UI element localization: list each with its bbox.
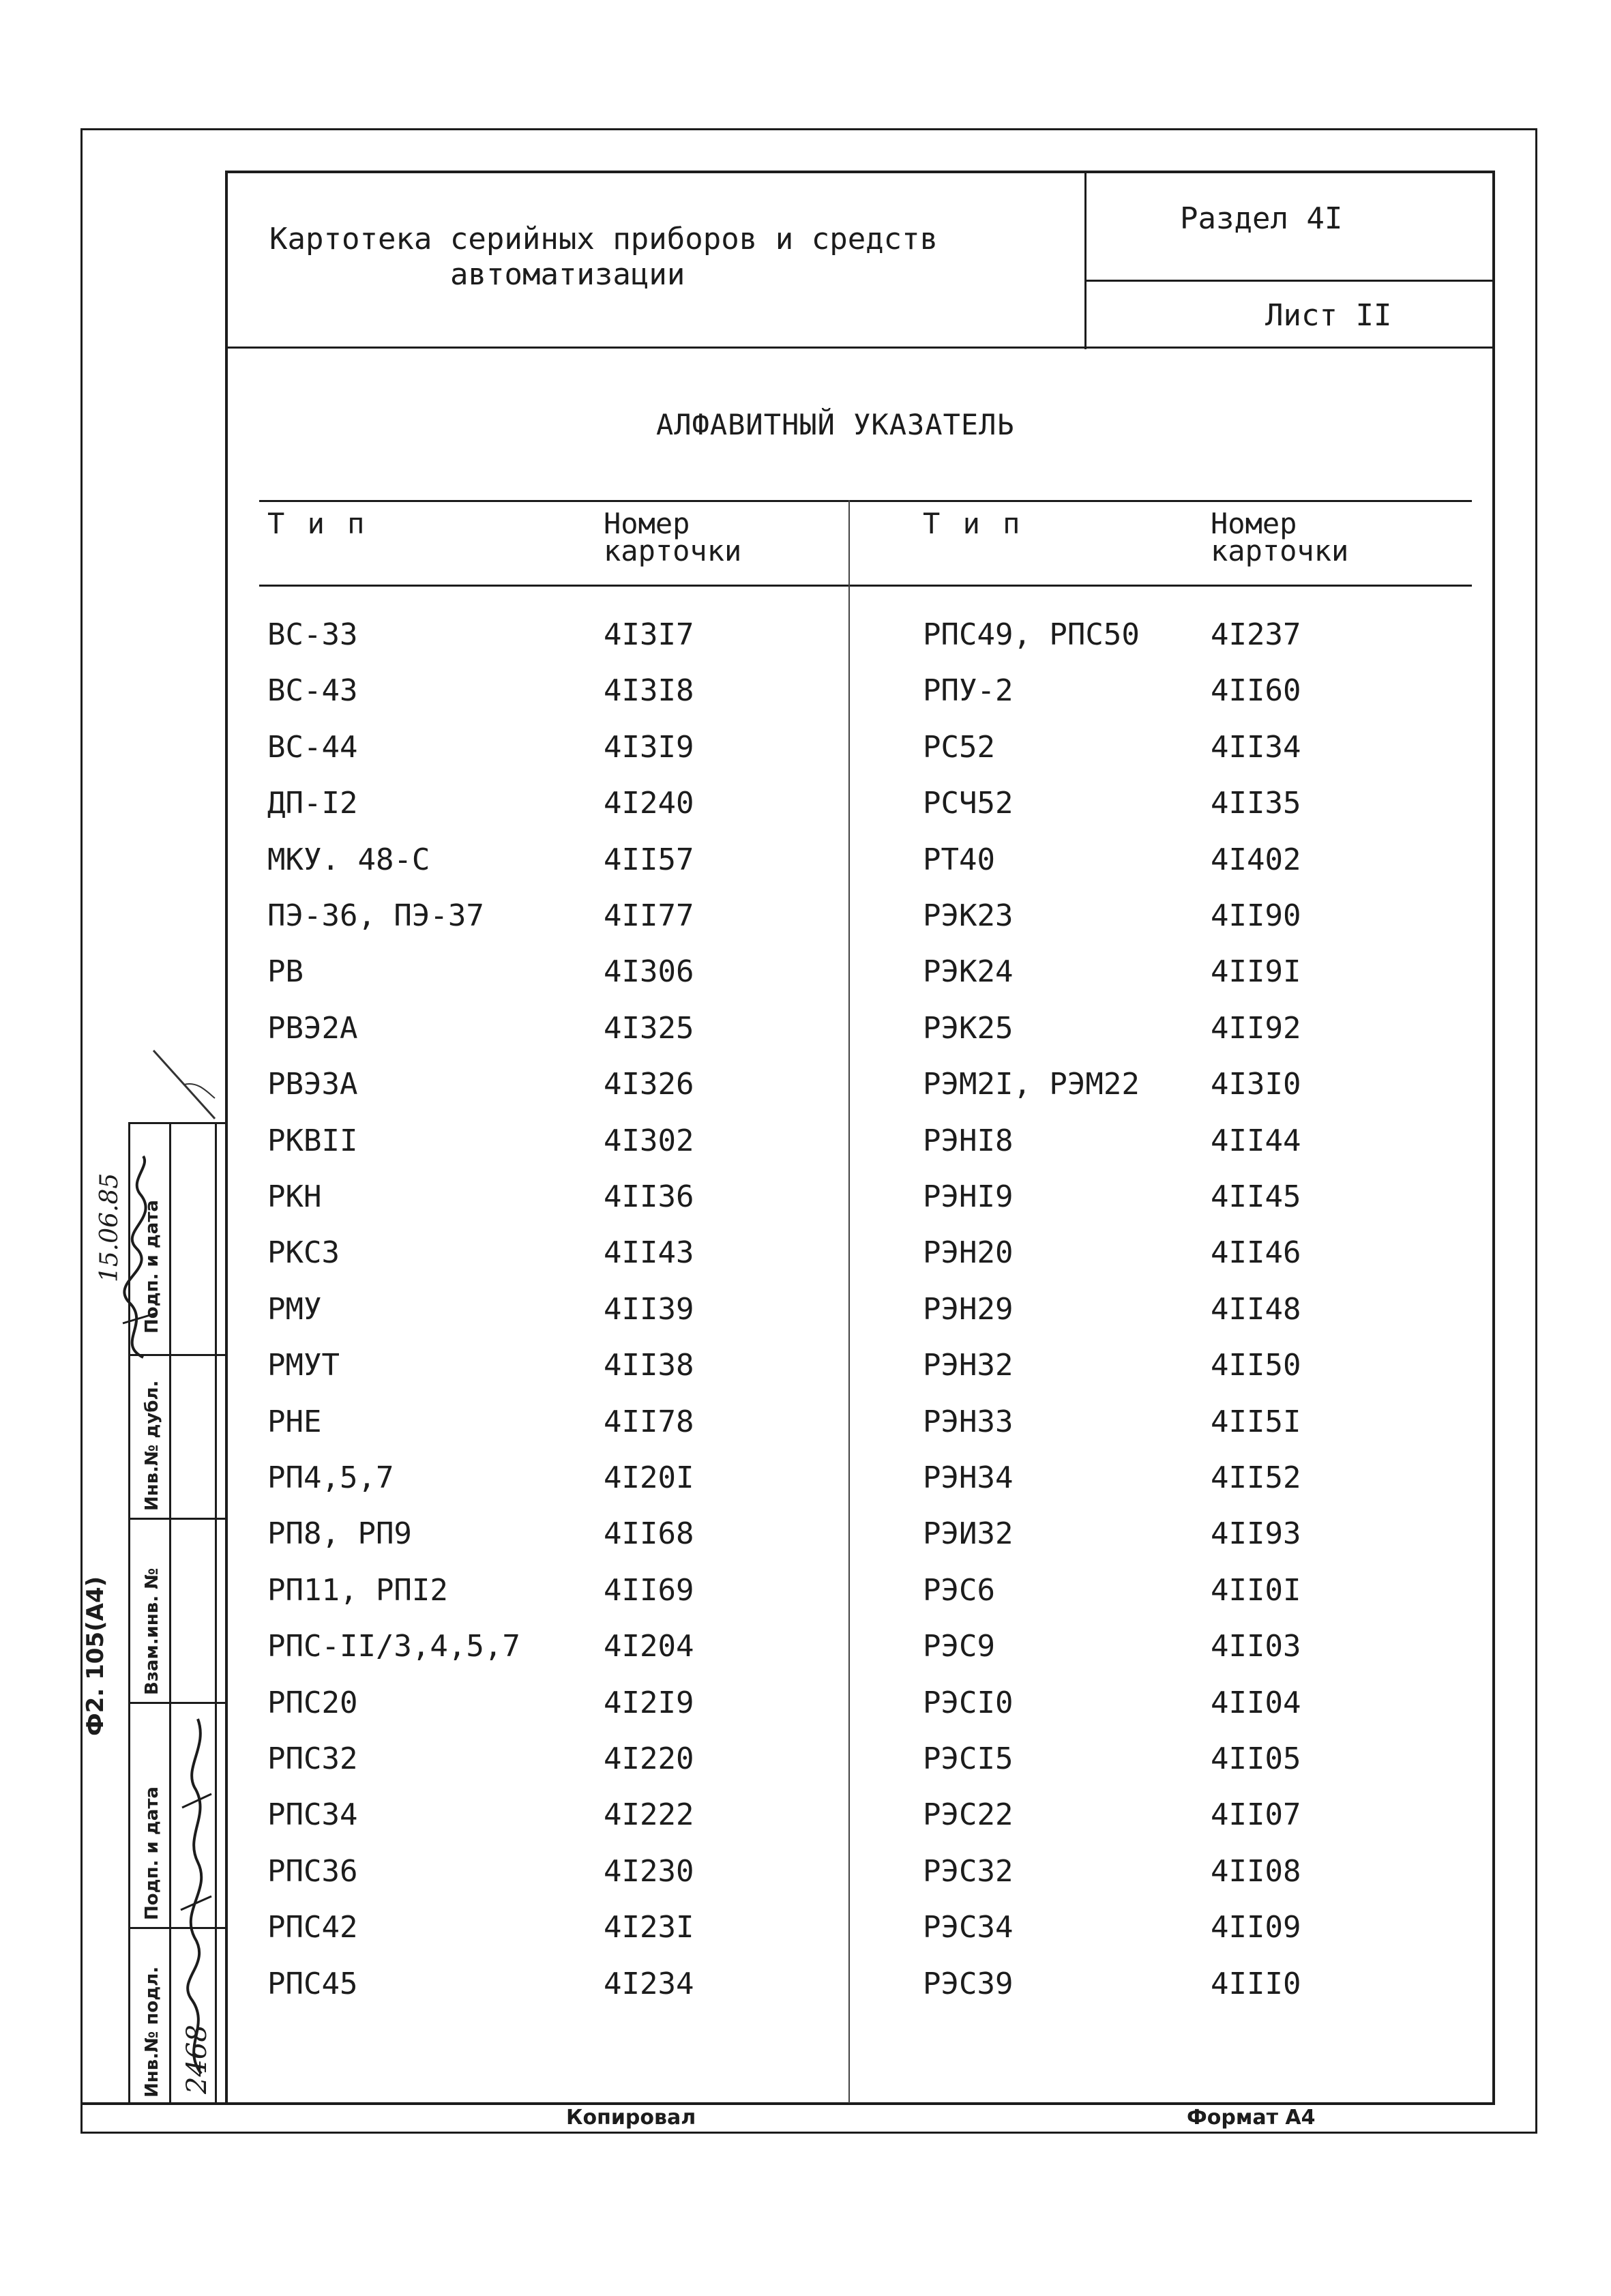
header-bottom-line (225, 347, 1495, 349)
left-card-header-line2: карточки (604, 534, 742, 568)
left-row-type: РПС42 (267, 1910, 358, 1945)
left-row-card: 4I204 (604, 1629, 694, 1664)
left-row-card: 4I2I9 (604, 1686, 694, 1720)
footer-format: Формат А4 (1187, 2106, 1316, 2130)
stamp-row-3 (128, 1702, 225, 1704)
left-card-header (604, 507, 742, 568)
right-row-type: РЭНI8 (923, 1123, 1014, 1158)
right-row-type: РПУ-2 (923, 673, 1014, 708)
left-row-card: 4II39 (604, 1292, 694, 1327)
right-row-card: 4II46 (1211, 1235, 1301, 1270)
left-type-header: Т и п (267, 507, 368, 540)
inner-frame-bottom (80, 2102, 1495, 2105)
outer-frame-bottom (80, 2132, 1537, 2134)
signature-bottom (174, 1705, 218, 2087)
left-row-card: 4I3I8 (604, 673, 694, 708)
left-row-card: 4I3I7 (604, 617, 694, 652)
left-row-type: РНЕ (267, 1404, 322, 1439)
right-card-header-line1: Номер (1211, 507, 1297, 540)
right-row-type: РЭМ2I, РЭМ22 (923, 1067, 1140, 1102)
header-divider-vertical (1084, 171, 1087, 349)
right-row-card: 4II9I (1211, 954, 1301, 989)
section-number: Раздел 4I (1180, 201, 1343, 236)
right-row-card: 4II92 (1211, 1011, 1301, 1046)
left-row-card: 4I220 (604, 1741, 694, 1776)
title-line-2: автоматизации (450, 257, 685, 292)
right-row-type: РСЧ52 (923, 786, 1014, 821)
stamp-value-inv-orig: 2468- (181, 2015, 213, 2094)
right-row-card: 4II04 (1211, 1686, 1301, 1720)
left-row-card: 4II57 (604, 842, 694, 877)
right-row-card: 4I3I0 (1211, 1067, 1301, 1102)
right-row-type: РЭС39 (923, 1967, 1014, 2001)
left-row-card: 4II78 (604, 1404, 694, 1439)
outer-frame-top (80, 128, 1537, 130)
right-row-card: 4II07 (1211, 1797, 1301, 1832)
left-row-type: РПС32 (267, 1741, 358, 1776)
right-type-header: Т и п (923, 507, 1023, 540)
title-line-1: Картотека серийных приборов и средств (269, 222, 938, 256)
left-row-card: 4I23I (604, 1910, 694, 1945)
right-row-card: 4II35 (1211, 786, 1301, 821)
right-row-card: 4II0I (1211, 1573, 1301, 1608)
left-row-type: РВ (267, 954, 304, 989)
inner-frame-left (225, 171, 228, 2104)
right-row-card: 4II5I (1211, 1404, 1301, 1439)
left-row-type: РВЭ3А (267, 1067, 358, 1102)
table-header-rule (259, 585, 1472, 587)
stamp-value-sign-date: 15.06.85 (95, 1173, 123, 1282)
outer-frame-left (80, 128, 83, 2134)
left-row-type: РКН (267, 1179, 322, 1214)
left-row-card: 4I3I9 (604, 730, 694, 765)
left-row-card: 4II77 (604, 898, 694, 933)
left-row-type: РПС20 (267, 1686, 358, 1720)
right-row-type: РЭНI9 (923, 1179, 1014, 1214)
right-row-card: 4II05 (1211, 1741, 1301, 1776)
right-row-card: 4I402 (1211, 842, 1301, 877)
right-row-type: РЭСI0 (923, 1686, 1014, 1720)
inner-frame-right (1492, 171, 1495, 2104)
right-row-type: РЭН33 (923, 1404, 1014, 1439)
left-row-card: 4I302 (604, 1123, 694, 1158)
right-row-card: 4II48 (1211, 1292, 1301, 1327)
index-title: АЛФАВИТНЫЙ УКАЗАТЕЛЬ (656, 408, 1015, 441)
right-row-type: РЭК24 (923, 954, 1014, 989)
left-row-type: ВС-44 (267, 730, 358, 765)
right-card-header-line2: карточки (1211, 534, 1349, 568)
right-row-card: 4II45 (1211, 1179, 1301, 1214)
left-row-type: РПС-II/3,4,5,7 (267, 1629, 520, 1664)
left-row-type: РП4,5,7 (267, 1460, 394, 1495)
table-center-divider (848, 500, 850, 2103)
right-row-type: РЭС9 (923, 1629, 995, 1664)
left-row-card: 4I326 (604, 1067, 694, 1102)
left-row-type: ВС-33 (267, 617, 358, 652)
right-row-type: РЭК25 (923, 1011, 1014, 1046)
right-row-type: РЭС32 (923, 1854, 1014, 1889)
left-row-card: 4II43 (604, 1235, 694, 1270)
left-row-type: МКУ. 48-С (267, 842, 430, 877)
left-row-card: 4I325 (604, 1011, 694, 1046)
stamp-label-replaced-inv: Взам.инв. № (142, 1568, 162, 1695)
stamp-label-inv-orig: Инв.№ подл. (142, 1966, 162, 2098)
left-row-card: 4II36 (604, 1179, 694, 1214)
right-row-type: РПС49, РПС50 (923, 617, 1140, 652)
left-row-card: 4I222 (604, 1797, 694, 1832)
stamp-label-inv-dup: Инв.№ дубл. (142, 1380, 162, 1511)
footer-copied: Копировал (566, 2106, 696, 2130)
right-row-card: 4II08 (1211, 1854, 1301, 1889)
right-row-card: 4II90 (1211, 898, 1301, 933)
right-row-type: РТ40 (923, 842, 995, 877)
pencil-tick-mark (147, 1044, 222, 1125)
right-row-card: 4II03 (1211, 1629, 1301, 1664)
header-divider-section (1084, 280, 1495, 282)
sheet-number: Лист II (1265, 298, 1392, 333)
left-row-type: ВС-43 (267, 673, 358, 708)
form-code: Ф2. 105(А4) (82, 1576, 109, 1736)
right-row-card: 4II50 (1211, 1348, 1301, 1383)
right-row-type: РЭН32 (923, 1348, 1014, 1383)
left-row-type: РП11, РПI2 (267, 1573, 448, 1608)
right-row-type: РЭН29 (923, 1292, 1014, 1327)
left-row-type: ПЭ-36, ПЭ-37 (267, 898, 484, 933)
right-row-type: РС52 (923, 730, 995, 765)
left-card-header-line1: Номер (604, 507, 690, 540)
table-top-rule (259, 500, 1472, 502)
stamp-row-2 (128, 1518, 225, 1520)
left-row-type: РМУ (267, 1292, 322, 1327)
left-row-card: 4II38 (604, 1348, 694, 1383)
left-row-card: 4I306 (604, 954, 694, 989)
left-row-card: 4I234 (604, 1967, 694, 2001)
left-row-type: РМУТ (267, 1348, 340, 1383)
right-row-type: РЭС34 (923, 1910, 1014, 1945)
right-row-card: 4II93 (1211, 1516, 1301, 1551)
inner-frame-top (225, 171, 1495, 173)
right-row-type: РЭН34 (923, 1460, 1014, 1495)
left-row-type: РКС3 (267, 1235, 340, 1270)
right-row-type: РЭК23 (923, 898, 1014, 933)
stamp-label-sign-date-top: Подп. и дата (142, 1200, 162, 1334)
right-card-header (1211, 507, 1349, 568)
left-row-type: РПС45 (267, 1967, 358, 2001)
left-row-type: РПС36 (267, 1854, 358, 1889)
left-row-card: 4I240 (604, 786, 694, 821)
right-row-card: 4I237 (1211, 617, 1301, 652)
right-row-type: РЭС6 (923, 1573, 995, 1608)
left-row-card: 4I20I (604, 1460, 694, 1495)
signature-top (102, 1153, 177, 1371)
outer-frame-right (1535, 128, 1537, 2134)
right-row-card: 4III0 (1211, 1967, 1301, 2001)
right-row-card: 4II09 (1211, 1910, 1301, 1945)
right-row-card: 4II44 (1211, 1123, 1301, 1158)
stamp-label-sign-date-bottom: Подп. и дата (142, 1786, 162, 1920)
right-row-card: 4II52 (1211, 1460, 1301, 1495)
right-row-type: РЭС22 (923, 1797, 1014, 1832)
left-row-type: РПС34 (267, 1797, 358, 1832)
right-row-type: РЭИ32 (923, 1516, 1014, 1551)
left-row-card: 4I230 (604, 1854, 694, 1889)
left-row-type: РКВII (267, 1123, 358, 1158)
left-row-type: РВЭ2А (267, 1011, 358, 1046)
left-row-card: 4II68 (604, 1516, 694, 1551)
right-row-type: РЭН20 (923, 1235, 1014, 1270)
left-row-type: ДП-I2 (267, 786, 358, 821)
right-row-card: 4II60 (1211, 673, 1301, 708)
left-row-type: РП8, РП9 (267, 1516, 412, 1551)
right-row-card: 4II34 (1211, 730, 1301, 765)
right-row-type: РЭСI5 (923, 1741, 1014, 1776)
document-title (269, 222, 1074, 293)
left-row-card: 4II69 (604, 1573, 694, 1608)
